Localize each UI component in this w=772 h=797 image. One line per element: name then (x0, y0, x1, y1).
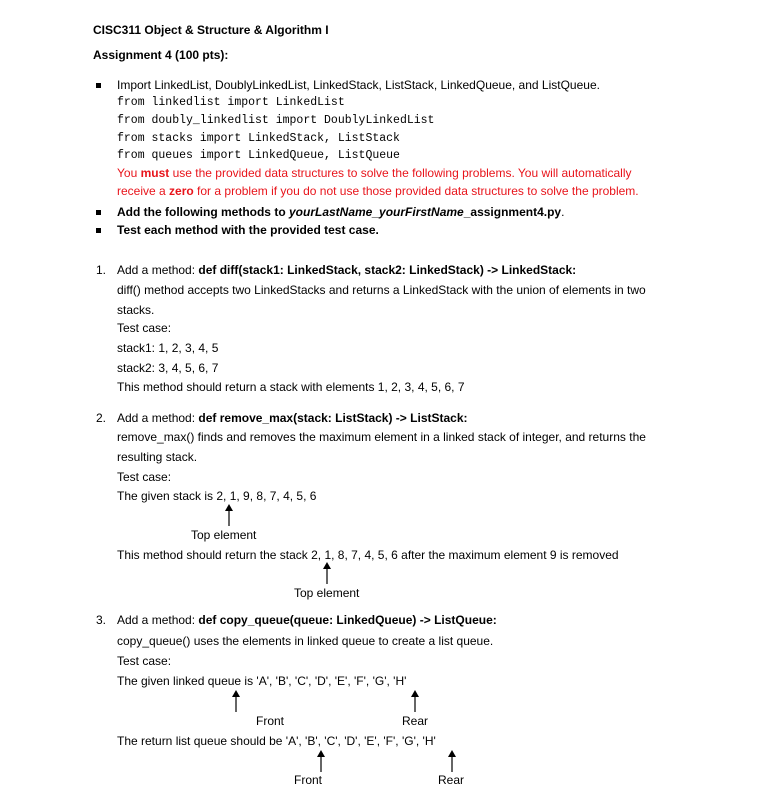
front-label: Front (256, 714, 285, 728)
rear-label: Rear (402, 714, 429, 728)
text-line: stacks. (117, 303, 155, 317)
text-line: remove_max() finds and removes the maximum element in a linked stack of integer, and returns the (117, 430, 646, 444)
text: . (561, 205, 565, 219)
text-line: Test case: (117, 321, 172, 335)
up-arrow-icon (224, 504, 234, 526)
warning-line (117, 165, 632, 181)
method-signature: def copy_queue(queue: LinkedQueue) -> ListQueue: (198, 613, 497, 627)
text: receive a (117, 184, 170, 198)
text: zero (169, 184, 194, 198)
text-line: stack2: 3, 4, 5, 6, 7 (117, 361, 219, 375)
code-line: from doubly_linkedlist import DoublyLinkedList (117, 114, 435, 127)
method-signature: def diff(stack1: LinkedStack, stack2: LinkedStack) -> LinkedStack: (198, 263, 577, 277)
assignment-heading: Assignment 4 (100 pts): (93, 48, 229, 62)
item-heading (117, 612, 497, 628)
text: Add the following methods to (117, 205, 289, 219)
front-label: Front (294, 773, 323, 787)
up-arrow-icon (316, 750, 326, 772)
text: Add a method: (117, 613, 199, 627)
text: yourLastName_yourFirstName (288, 205, 464, 219)
up-arrow-icon (447, 750, 457, 772)
bullet-icon (96, 83, 101, 88)
text: use the provided data structures to solve the following problems. You will automatically (169, 166, 632, 180)
text: for a problem if you do not use those provided data structures to solve the problem. (193, 184, 639, 198)
item-number: 1. (96, 263, 107, 277)
up-arrow-icon (410, 690, 420, 712)
test-line: Test each method with the provided test case. (117, 223, 379, 237)
text-line: The given stack is 2, 1, 9, 8, 7, 4, 5, 6 (117, 489, 317, 503)
up-arrow-icon (231, 690, 241, 712)
up-arrow-icon (322, 562, 332, 584)
warning-line (117, 183, 639, 199)
text: You (117, 166, 141, 180)
item-heading (117, 262, 576, 278)
text-line: resulting stack. (117, 450, 198, 464)
arrow-label: Top element (191, 528, 257, 542)
arrow-label: Top element (294, 586, 360, 600)
text-line: This method should return a stack with elements 1, 2, 3, 4, 5, 6, 7 (117, 380, 465, 394)
method-signature: def remove_max(stack: ListStack) -> ListStack: (198, 411, 468, 425)
item-heading (117, 410, 468, 426)
bullet-icon (96, 228, 101, 233)
item-number: 3. (96, 613, 107, 627)
text: must (140, 166, 170, 180)
item-number: 2. (96, 411, 107, 425)
text-line: Test case: (117, 654, 172, 668)
rear-label: Rear (438, 773, 465, 787)
text: Add a method: (117, 263, 199, 277)
text-line: copy_queue() uses the elements in linked queue to create a list queue. (117, 634, 494, 648)
code-line: from stacks import LinkedStack, ListStack (117, 132, 400, 145)
text: Add a method: (117, 411, 199, 425)
text-line: diff() method accepts two LinkedStacks and returns a LinkedStack with the union of elements in two (117, 283, 646, 297)
text-line: Test case: (117, 470, 172, 484)
code-line: from queues import LinkedQueue, ListQueue (117, 149, 400, 162)
code-line: from linkedlist import LinkedList (117, 96, 345, 109)
add-methods-line (117, 204, 564, 220)
import-text: Import LinkedList, DoublyLinkedList, LinkedStack, ListStack, LinkedQueue, and ListQueue. (117, 78, 600, 92)
text-line: stack1: 1, 2, 3, 4, 5 (117, 341, 219, 355)
text-line: This method should return the stack 2, 1, 8, 7, 4, 5, 6 after the maximum element 9 is removed (117, 548, 619, 562)
course-title: CISC311 Object & Structure & Algorithm I (93, 23, 329, 37)
bullet-icon (96, 210, 101, 215)
text: _assignment4.py (463, 205, 562, 219)
text-line: The given linked queue is 'A', 'B', 'C', 'D', 'E', 'F', 'G', 'H' (117, 674, 407, 688)
text-line: The return list queue should be 'A', 'B', 'C', 'D', 'E', 'F', 'G', 'H' (117, 734, 436, 748)
